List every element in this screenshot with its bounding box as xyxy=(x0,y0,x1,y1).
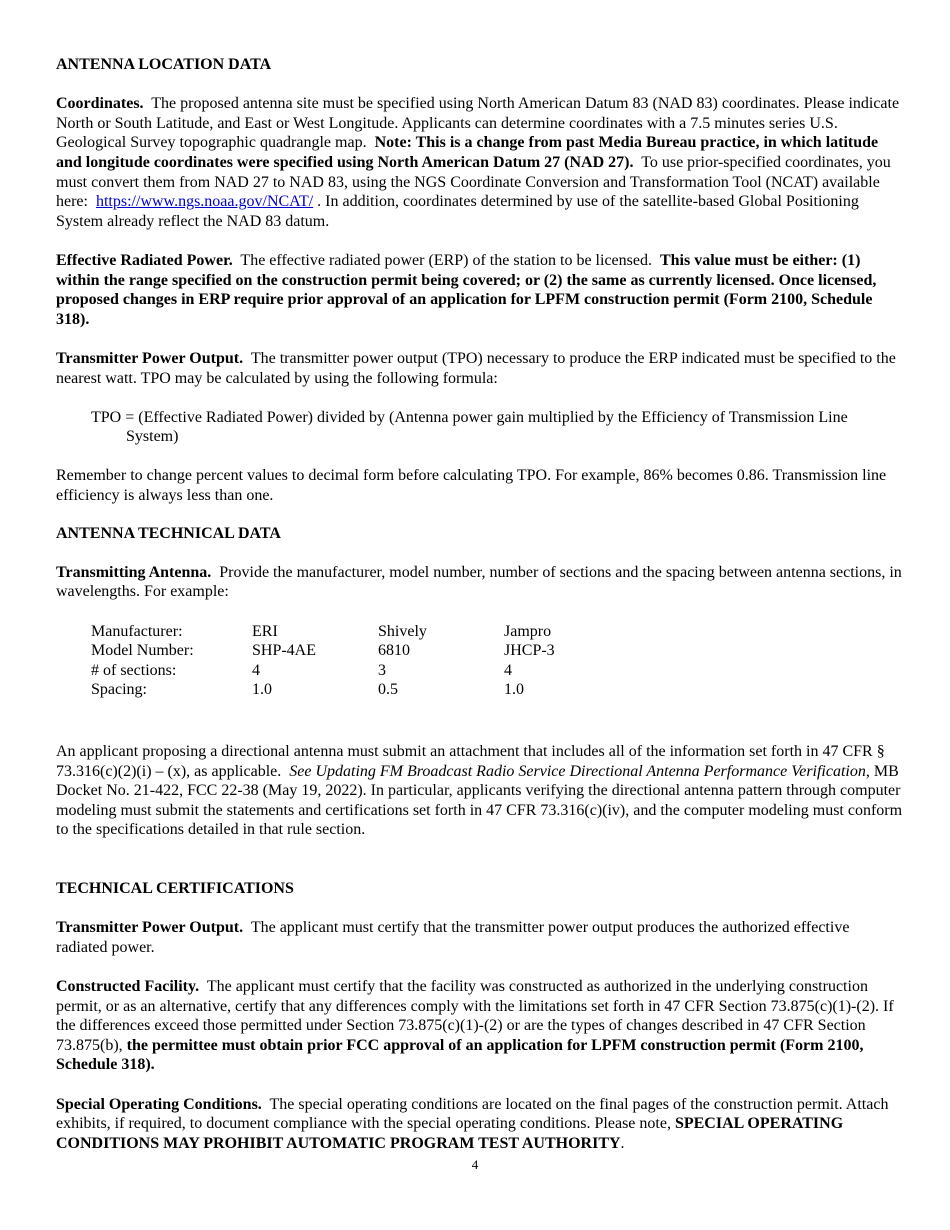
tpo-paragraph xyxy=(56,349,904,388)
cert-tpo-text: The applicant must certify that the transmitter power output produces the authorized effective radiated power. xyxy=(56,919,850,956)
document-page xyxy=(56,55,904,1153)
technical-certifications-heading: TECHNICAL CERTIFICATIONS xyxy=(56,879,294,897)
table-cell: Manufacturer: xyxy=(91,622,183,640)
antenna-location-heading: ANTENNA LOCATION DATA xyxy=(56,56,272,73)
table-row xyxy=(91,661,630,681)
coordinates-text: The proposed antenna site must be specified using North American Datum 83 (NAD 83) coordinates. Please indicate North or South Latitude, and East or West Longitude. Applicants can determine coordinates with a 7.5 minutes series U.S. Geological Survey topographic quadrangle map. xyxy=(56,95,900,152)
table-cell: 4 xyxy=(252,661,260,679)
erp-title: Effective Radiated Power. xyxy=(56,251,233,269)
constructed-facility-bold: the permittee must obtain prior FCC approval of an application for LPFM construction permit (Form 2100, Schedule 318). xyxy=(56,1036,864,1074)
table-cell: 4 xyxy=(504,661,512,679)
table-cell: ERI xyxy=(252,622,278,640)
table-cell: 1.0 xyxy=(252,681,272,699)
table-cell: Spacing: xyxy=(91,681,147,699)
special-conditions-bold: SPECIAL OPERATING CONDITIONS MAY PROHIBIT AUTOMATIC PROGRAM TEST AUTHORITY xyxy=(56,1115,844,1152)
erp-paragraph xyxy=(56,251,904,329)
constructed-facility-title: Constructed Facility. xyxy=(56,977,200,995)
table-cell: 3 xyxy=(378,661,386,679)
transmitting-antenna-text: Provide the manufacturer, model number, number of sections and the spacing between antenna sections, in wavelengths. For example: xyxy=(56,563,902,601)
ncat-link[interactable]: https://www.ngs.noaa.gov/NCAT/ xyxy=(95,193,314,211)
tpo-title: Transmitter Power Output. xyxy=(56,349,244,367)
table-cell: Model Number: xyxy=(91,642,194,660)
table-cell: SHP-4AE xyxy=(252,642,317,660)
table-cell: JHCP-3 xyxy=(504,642,555,660)
cert-tpo-paragraph xyxy=(56,918,904,957)
tpo-remember: Remember to change percent values to decimal form before calculating TPO. For example, 86% becomes 0.86. Transmission line efficiency is always less than one. xyxy=(56,467,887,505)
table-cell: 0.5 xyxy=(378,681,398,699)
erp-text: The effective radiated power (ERP) of the station to be licensed. xyxy=(240,251,652,269)
transmitting-antenna-paragraph xyxy=(56,563,904,602)
coordinates-text-2: To use prior-specified coordinates, you must convert them from NAD 27 to NAD 83, using the NGS Coordinate Conversion and Transformation Tool (NCAT) available here: xyxy=(56,153,891,211)
table-cell: # of sections: xyxy=(91,661,177,679)
table-row xyxy=(91,641,630,661)
directional-text-2: , MB Docket No. 21-422, FCC 22-38 (May 19, 2022). In particular, applicants verifying the directional antenna pattern through computer modeling must submit the statements and certifications set forth in 47 CFR 73.316(c)(iv), and the computer modeling must conform to the specifications detailed in that rule section. xyxy=(56,762,903,839)
tpo-text: The transmitter power output (TPO) necessary to produce the ERP indicated must be specified to the nearest watt. TPO may be calculated by using the following formula: xyxy=(56,349,896,387)
coordinates-paragraph xyxy=(56,94,904,231)
special-conditions-text: The special operating conditions are located on the final pages of the construction permit. Attach exhibits, if required, to document compliance with the special operating conditions. Please note, xyxy=(56,1095,889,1133)
table-cell: 6810 xyxy=(378,642,410,660)
table-row xyxy=(91,622,630,642)
coordinates-title: Coordinates. xyxy=(56,95,144,113)
constructed-facility-paragraph xyxy=(56,977,904,1075)
special-conditions-paragraph xyxy=(56,1095,904,1154)
table-row xyxy=(91,680,630,700)
cert-tpo-title: Transmitter Power Output. xyxy=(56,919,244,937)
directional-citation: See Updating FM Broadcast Radio Service Directional Antenna Performance Verification xyxy=(289,762,866,780)
coordinates-text-3: . In addition, coordinates determined by use of the satellite-based Global Positioning System already reflect the NAD 83 datum. xyxy=(56,193,859,230)
special-conditions-end: . xyxy=(620,1134,625,1152)
table-cell: 1.0 xyxy=(504,681,524,699)
constructed-facility-text: The applicant must certify that the facility was constructed as authorized in the underlying construction permit, or as an alternative, certify that any differences comply with the limitations set forth in 47 CFR Section 73.875(c)(1)-(2). If the differences exceed those permitted under Section 73.875(c)(1)-(2) or are the types of changes described in 47 CFR Section 73.875(b), xyxy=(56,977,894,1054)
table-cell: Jampro xyxy=(504,622,552,640)
antenna-technical-heading: ANTENNA TECHNICAL DATA xyxy=(56,524,281,542)
directional-text: An applicant proposing a directional antenna must submit an attachment that includes all of the information set forth in 47 CFR § 73.316(c)(2)(i) – (x), as applicable. xyxy=(56,743,885,780)
coordinates-note: Note: This is a change from past Media Bureau practice, in which latitude and longitude coordinates were specified using North American Datum 27 (NAD 27). xyxy=(56,134,879,171)
tpo-formula: TPO = (Effective Radiated Power) divided by (Antenna power gain multiplied by the Efficiency of Transmission Line System) xyxy=(91,408,848,446)
antenna-example-table xyxy=(91,622,630,700)
erp-bold: This value must be either: (1) within the range specified on the construction permit being covered; or (2) the same as currently licensed. Once licensed, proposed changes in ERP require prior approval of an application for LPFM construction permit (Form 2100, Schedule 318). xyxy=(56,251,877,328)
transmitting-antenna-title: Transmitting Antenna. xyxy=(56,563,212,581)
table-cell: Shively xyxy=(378,622,427,640)
special-conditions-title: Special Operating Conditions. xyxy=(56,1095,262,1113)
page-number: 4 xyxy=(471,1157,479,1172)
directional-paragraph xyxy=(56,742,904,840)
